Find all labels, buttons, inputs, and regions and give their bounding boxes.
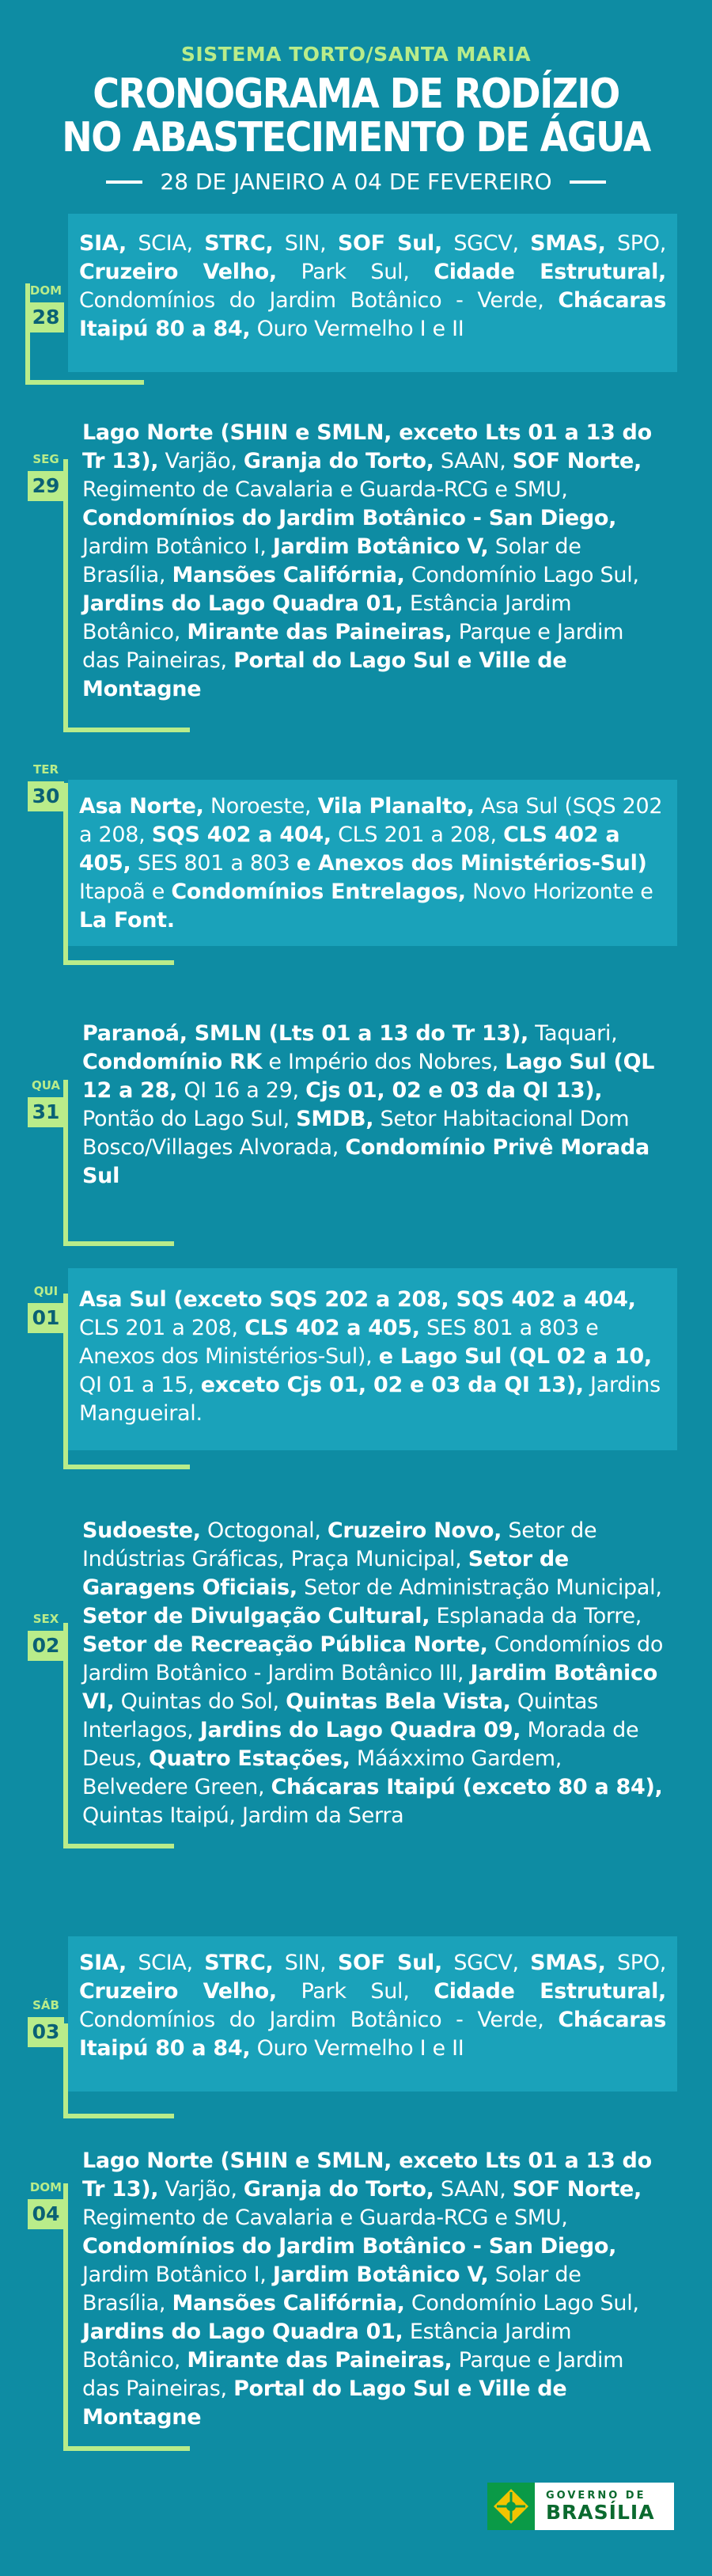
highlighted-area: CLS 402 a 405, [79,823,620,876]
area: Mááxximo Gardem, Belvedere Green, [82,1746,562,1799]
bracket-mark [25,283,144,385]
area: Regimento de Cavalaria e Guarda-RCG e SMU, [82,2206,568,2230]
highlighted-area: Lago Norte (SHIN e SMLN, exceto Lts 01 a 13 do Tr 13), [82,2149,652,2202]
area: SPO, [605,231,666,256]
highlighted-area: SOF Norte, [512,449,642,473]
highlighted-area: Condomínios do Jardim Botânico - San Diego, [82,2234,617,2259]
area: Esplanada da Torre, [430,1604,642,1628]
highlighted-area: Portal do Lago Sul e Ville de Montagne [82,648,567,701]
area: Itapoã e [79,880,172,904]
area: SCIA, [126,231,205,256]
area: Quintas Interlagos, [82,1689,598,1742]
highlighted-area: SOF Norte, [512,2177,642,2202]
day-number: 03 [28,2017,64,2047]
governo-logo [487,2483,674,2530]
logo-top-text: GOVERNO DE [546,2489,646,2502]
highlighted-area: STRC, [204,1951,274,1975]
highlighted-area: e Lago Sul (QL 02 a 10, [378,1344,652,1369]
highlighted-area: exceto Cjs 01, 02 e 03 da QI 13), [200,1373,584,1397]
area: Parque e Jardim das Paineiras, [82,620,624,673]
highlighted-area: SIA, [79,231,127,256]
bracket-mark [63,459,190,732]
area: e Império dos Nobres, [262,1050,506,1074]
highlighted-area: Jardim Botânico VI, [82,1661,657,1714]
area: CLS 201 a 208, [331,823,504,847]
highlighted-area: Asa Sul (exceto SQS 202 a 208, SQS 402 a 404, [79,1287,636,1312]
highlighted-area: SOF Sul, [337,1951,442,1975]
highlighted-area: Quatro Estações, [148,1746,350,1771]
highlighted-area: Jardins do Lago Quadra 01, [82,591,403,616]
highlighted-area: Setor de Garagens Oficiais, [82,1547,569,1600]
highlighted-area: Mirante das Paineiras, [187,620,453,644]
day-name: DOM [29,283,62,298]
neighborhood-list [68,214,677,372]
highlighted-area: Cjs 01, 02 e 03 da QI 13), [305,1078,603,1103]
day-name: QUA [31,1078,61,1092]
area: SAAN, [434,2177,513,2202]
area: Regimento de Cavalaria e Guarda-RCG e SMU, [82,477,568,502]
highlighted-area: Chácaras Itaipú (exceto 80 a 84), [271,1775,663,1799]
divider-left [106,180,142,184]
logo-text [535,2490,655,2524]
area: SGCV, [441,1951,531,1975]
highlighted-area: Vila Planalto, [317,794,475,819]
area: Setor de Indústrias Gráficas, Praça Municipal, [82,1518,597,1571]
highlighted-area: Jardins do Lago Quadra 09, [199,1718,521,1742]
highlighted-area: Portal do Lago Sul e Ville de Montagne [82,2377,567,2430]
highlighted-area: Jardim Botânico V, [272,534,489,559]
bracket-mark [63,783,174,965]
area: Quintas Itaipú, Jardim da Serra [82,1803,404,1828]
area: Asa Sul (SQS 202 a 208, [79,794,663,847]
day-number: 02 [28,1631,64,1661]
highlighted-area: Chácaras Itaipú 80 a 84, [79,2008,666,2061]
area: Park Sul, [276,260,434,284]
area: Solar de Brasília, [82,534,581,587]
area: QI 16 a 29, [177,1078,306,1103]
day-name: SÁB [32,1998,59,2012]
area: Jardim Botânico I, [82,2263,273,2287]
area: SES 801 a 803 [131,851,297,876]
highlighted-area: Cruzeiro Novo, [327,1518,502,1543]
highlighted-area: SOF Sul, [337,231,442,256]
title-line-1: CRONOGRAMA DE RODÍZIO [93,69,619,118]
highlighted-area: Cidade Estrutural, [434,260,667,284]
highlighted-area: La Font. [79,908,175,933]
highlighted-area: Paranoá, SMLN (Lts 01 a 13 do Tr 13), [82,1021,528,1046]
area: Jardim Botânico I, [82,534,273,559]
area: Varjão, [158,2177,244,2202]
highlighted-area: Condomínios do Jardim Botânico - San Diego, [82,506,617,530]
highlighted-area: CLS 402 a 405, [244,1316,420,1340]
header [0,0,712,195]
day-number: 31 [28,1097,64,1127]
list-text [79,230,666,344]
highlighted-area: SMDB, [296,1107,374,1131]
day-name: SEX [32,1612,59,1626]
highlighted-area: SIA, [79,1951,127,1975]
highlighted-area: Quintas Bela Vista, [286,1689,511,1714]
area: Condomínio Lago Sul, [404,563,639,587]
highlighted-area: Condomínio Privê Morada Sul [82,1135,650,1188]
title-line-2: NO ABASTECIMENTO DE ÁGUA [62,112,650,161]
area: Jardins Mangueiral. [79,1373,661,1426]
area: Condomínios do Jardim Botânico - Jardim Botânico III, [82,1632,664,1685]
area: Estância Jardim Botânico, [82,591,572,644]
area: Ouro Vermelho I e II [250,2036,464,2061]
highlighted-area: Setor de Recreação Pública Norte, [82,1632,488,1657]
highlighted-area: STRC, [204,231,274,256]
area: SGCV, [441,231,531,256]
bracket-mark [63,1080,174,1246]
bracket-mark [63,1623,174,1848]
highlighted-area: Condomínio RK [82,1050,263,1074]
highlighted-area: Mansões Califórnia, [172,563,405,587]
area: CLS 201 a 208, [79,1316,245,1340]
bracket-mark [63,2023,174,2118]
highlighted-area: Granja do Torto, [243,2177,434,2202]
highlighted-area: Setor de Divulgação Cultural, [82,1604,430,1628]
flag-icon [487,2483,535,2530]
highlighted-area: Lago Sul (QL 12 a 28, [82,1050,655,1103]
area: SIN, [273,1951,338,1975]
area: Pontão do Lago Sul, [82,1107,297,1131]
bracket-mark [63,2183,190,2451]
highlighted-area: Jardins do Lago Quadra 01, [82,2320,403,2344]
day-number: 29 [28,471,64,501]
area: Novo Horizonte e [465,880,653,904]
highlighted-area: SQS 402 a 404, [151,823,331,847]
area: Varjão, [158,449,244,473]
area: Taquari, [528,1021,618,1046]
divider-right [570,180,606,184]
highlighted-area: Sudoeste, [82,1518,201,1543]
area: Setor de Administração Municipal, [297,1575,662,1600]
highlighted-area: Chácaras Itaipú 80 a 84, [79,288,666,341]
system-name: SISTEMA TORTO/SANTA MARIA [180,43,532,66]
highlighted-area: e Anexos dos Ministérios-Sul) [296,851,647,876]
area: Condomínios do Jardim Botânico - Verde, [79,288,559,313]
area: Park Sul, [276,1979,434,2004]
highlighted-area: Lago Norte (SHIN e SMLN, exceto Lts 01 a 13 do Tr 13), [82,420,652,473]
highlighted-area: SMAS, [530,1951,606,1975]
area: Estância Jardim Botânico, [82,2320,572,2373]
area: Condomínios do Jardim Botânico - Verde, [79,2008,559,2032]
highlighted-area: SMAS, [530,231,606,256]
area: Parque e Jardim das Paineiras, [82,2348,624,2401]
area: Setor Habitacional Dom Bosco/Villages Alvorada, [82,1107,630,1160]
page-title [0,69,712,161]
area: SIN, [273,231,338,256]
area: SES 801 a 803 e Anexos dos Ministérios-Sul), [79,1316,599,1369]
day-name: SEG [32,452,59,466]
highlighted-area: Condomínios Entrelagos, [171,880,466,904]
area: SCIA, [126,1951,205,1975]
day-number: 01 [28,1303,64,1333]
highlighted-area: Granja do Torto, [243,449,434,473]
area: Octogonal, [200,1518,328,1543]
highlighted-area: Cruzeiro Velho, [79,1979,277,2004]
highlighted-area: Cidade Estrutural, [434,1979,667,2004]
day-name: DOM [29,2180,62,2194]
highlighted-area: Asa Norte, [79,794,204,819]
date-range [0,169,712,195]
day-name: QUI [33,1284,59,1298]
day-name: TER [32,762,59,777]
area: SPO, [605,1951,666,1975]
day-number: 30 [28,781,64,811]
area: Morada de Deus, [82,1718,639,1771]
area: Ouro Vermelho I e II [250,317,464,341]
highlighted-area: Jardim Botânico V, [272,2263,489,2287]
area: Condomínio Lago Sul, [404,2291,639,2316]
day-number: 28 [28,302,64,332]
day-number: 04 [28,2199,64,2229]
area: Noroeste, [203,794,318,819]
bracket-mark [63,1294,190,1469]
logo-bottom-text: BRASÍLIA [546,2500,655,2524]
area: QI 01 a 15, [79,1373,201,1397]
highlighted-area: Mirante das Paineiras, [187,2348,453,2373]
highlighted-area: Cruzeiro Velho, [79,260,277,284]
area: Solar de Brasília, [82,2263,581,2316]
area: SAAN, [434,449,513,473]
highlighted-area: Mansões Califórnia, [172,2291,405,2316]
date-range-text: 28 DE JANEIRO A 04 DE FEVEREIRO [160,169,552,195]
area: Quintas do Sol, [114,1689,286,1714]
